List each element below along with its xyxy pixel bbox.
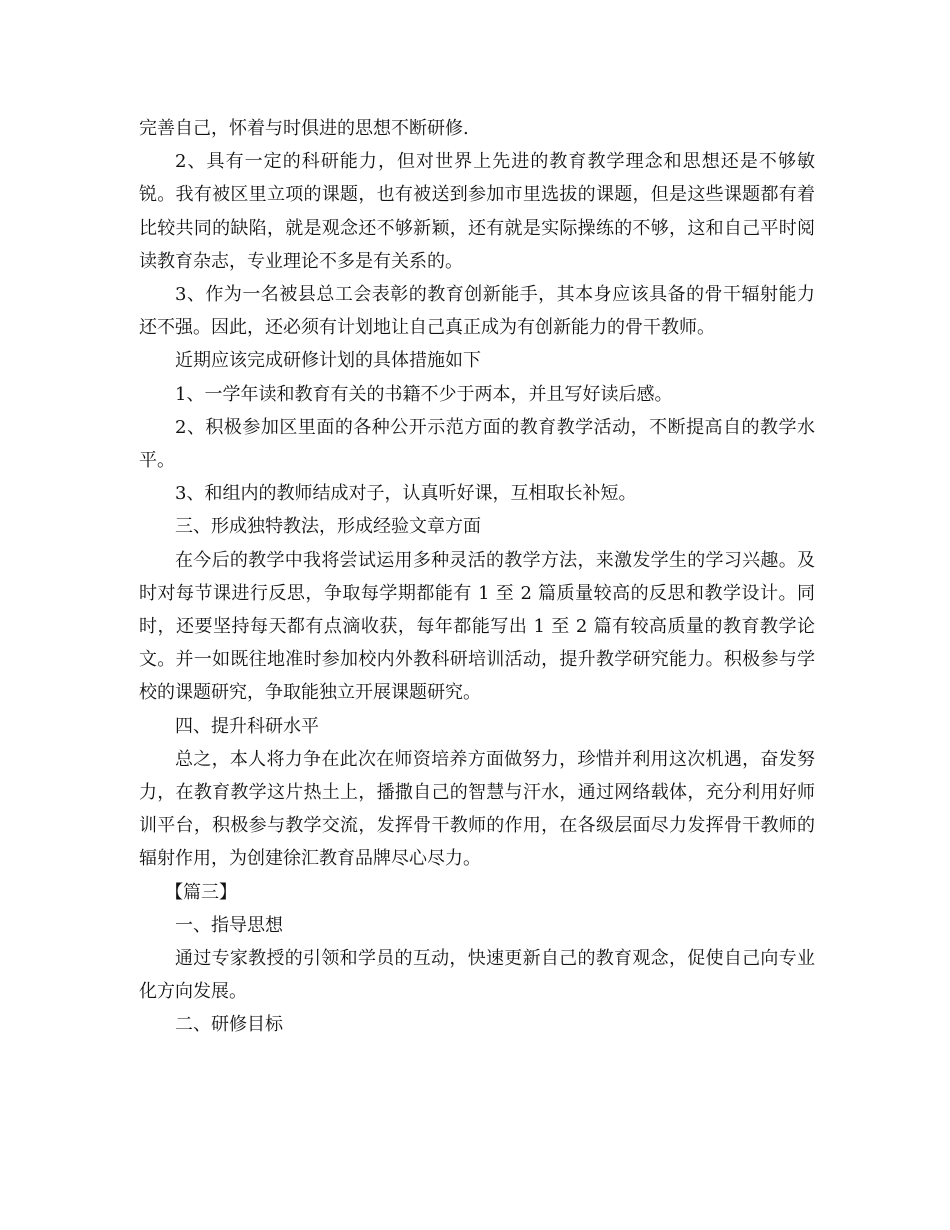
paragraph-guiding-ideology: 通过专家教授的引领和学员的互动，快速更新自己的教育观念，促使自己向专业化方向发展。 [139, 948, 815, 1003]
paragraph-summary: 总之，本人将力争在此次在师资培养方面做努力，珍惜并利用这次机遇，奋发努力，在教育教学这片热土上，播撒自己的智慧与汗水，通过网络载体，充分利用好师训平台，积极参与教学交流，发挥骨干教师的作用，在各级层面尽力发挥骨干教师的辐射作用，为创建徐汇教育品牌尽心尽力。 [139, 748, 815, 870]
paragraph-item-3-innovation: 3、作为一名被县总工会表彰的教育创新能手，其本身应该具备的骨干辐射能力还不强。因此，还必须有计划地让自己真正成为有创新能力的骨干教师。 [139, 284, 815, 339]
section-heading-4: 四、提升科研水平 [175, 715, 319, 737]
paragraph-continuation: 完善自己，怀着与时俱进的思想不断研修. [139, 118, 469, 139]
part-heading-3: 【篇三】 [165, 881, 237, 903]
paragraph-teaching-methods: 在今后的教学中我将尝试运用多种灵活的教学方法，来激发学生的学习兴趣。及时对每节课进行反思，争取每学期都能有 1 至 2 篇质量较高的反思和教学设计。同时，还要坚持每天都有点滴收获，每年都能写出 1 至 2 篇有较高质量的教育教学论文。并一如既往地准时参加校内外教科研培训活动，提升教学研究能力。积极参与学校的课题研究，争取能独立开展课题研究。 [139, 549, 815, 704]
section-heading-guiding-ideology: 一、指导思想 [175, 914, 283, 936]
paragraph-measure-2: 2、积极参加区里面的各种公开示范方面的教育教学活动，不断提高自的教学水平。 [139, 416, 815, 472]
document-body [139, 112, 815, 1042]
paragraph-measure-1: 1、一学年读和教育有关的书籍不少于两本，并且写好读后感。 [175, 383, 673, 405]
section-heading-3: 三、形成独特教法，形成经验文章方面 [175, 516, 481, 538]
paragraph-item-2-research-ability: 2、具有一定的科研能力，但对世界上先进的教育教学理念和思想还是不够敏锐。我有被区里立项的课题，也有被送到参加市里选拔的课题，但是这些课题都有着比较共同的缺陷，就是观念还不够新颖，还有就是实际操练的不够，这和自己平时阅读教育杂志，专业理论不多是有关系的。 [139, 151, 815, 272]
paragraph-measure-3: 3、和组内的教师结成对子，认真听好课，互相取长补短。 [175, 483, 637, 505]
paragraph-measures-intro: 近期应该完成研修计划的具体措施如下 [175, 350, 481, 372]
section-heading-research-goals: 二、研修目标 [175, 1014, 283, 1036]
